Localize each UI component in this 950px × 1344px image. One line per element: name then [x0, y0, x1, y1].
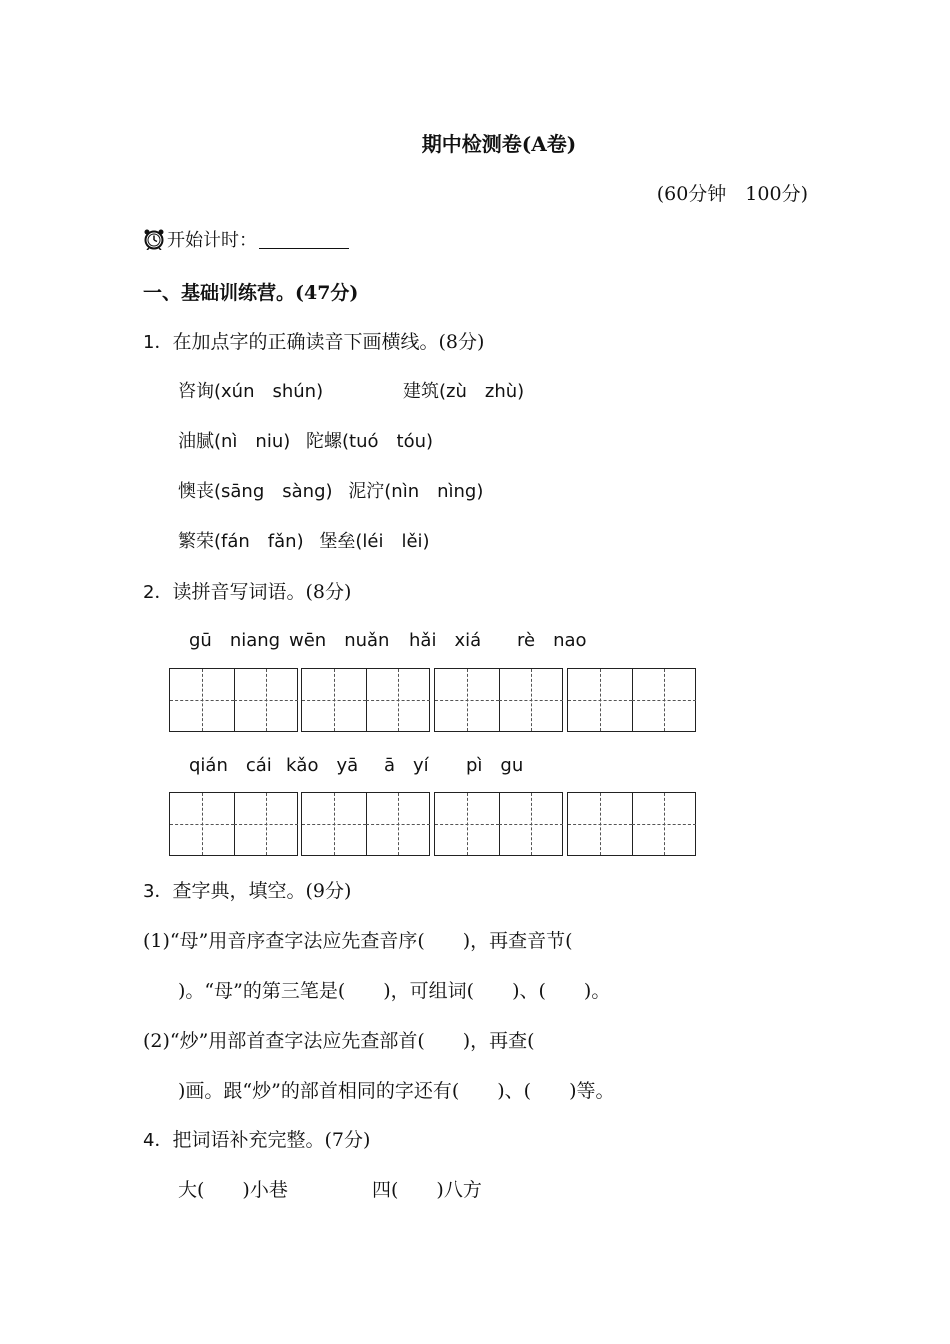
section-heading: 一、基础训练营。(47分): [143, 282, 359, 304]
q1-item: 泥泞(nìn nìng): [348, 481, 484, 502]
char-cell[interactable]: [632, 669, 696, 731]
pinyin-row-2: [0, 751, 950, 775]
pinyin-word: kǎo yā: [286, 755, 359, 776]
q1-item: 陀螺(tuó tóu): [306, 431, 434, 452]
clock-icon: [143, 228, 165, 250]
pinyin-word: qián cái: [189, 755, 272, 776]
q1-row-1-b: [403, 377, 524, 403]
char-cell[interactable]: [302, 793, 367, 855]
char-cell[interactable]: [568, 669, 633, 731]
char-cell[interactable]: [568, 793, 633, 855]
question-number: 2．: [143, 582, 173, 603]
q1-row-2: [178, 427, 433, 453]
writing-box[interactable]: [434, 668, 563, 732]
pinyin-word: pì gu: [466, 755, 524, 776]
char-cell[interactable]: [170, 793, 235, 855]
q1-item: 建筑(zù zhù): [403, 381, 525, 402]
q1-row-4: [178, 527, 430, 553]
question-text: 读拼音写词语。(8分): [172, 581, 352, 603]
q3-part-1-line-2: )。“母”的第三笔是( )，可组词( )、( )。: [178, 980, 611, 1002]
q1-row-1: [178, 377, 323, 403]
exam-meta: (60分钟 100分): [656, 183, 808, 205]
timer-row: [143, 226, 349, 252]
q3-part-1-line-1: (1)“母”用音序查字法应先查音序( )，再查音节(: [143, 930, 573, 952]
q4-item: 四( )八方: [372, 1179, 482, 1201]
q1-item: 繁荣(fán fǎn): [178, 531, 304, 552]
writing-box[interactable]: [434, 792, 563, 856]
char-cell[interactable]: [366, 793, 430, 855]
q1-row-3: [178, 477, 483, 503]
pinyin-word: rè nao: [517, 630, 587, 651]
q1-item: 堡垒(léi lěi): [319, 531, 430, 552]
q3-part-2-line-2: )画。跟“炒”的部首相同的字还有( )、( )等。: [178, 1080, 615, 1102]
writing-grid-row-2: [0, 792, 950, 858]
char-cell[interactable]: [499, 793, 563, 855]
question-1: [143, 327, 484, 354]
char-cell[interactable]: [234, 793, 298, 855]
question-2: [143, 577, 351, 604]
timer-blank[interactable]: [259, 230, 349, 249]
q3-part-2-line-1: (2)“炒”用部首查字法应先查部首( )，再查(: [143, 1030, 535, 1052]
pinyin-word: wēn nuǎn: [289, 630, 390, 651]
question-text: 查字典，填空。(9分): [172, 880, 352, 902]
pinyin-row-1: [0, 626, 950, 650]
question-number: 1．: [143, 332, 173, 353]
writing-box[interactable]: [301, 792, 430, 856]
q1-item: 懊丧(sāng sàng): [178, 481, 333, 502]
pinyin-word: gū niang: [189, 630, 281, 651]
pinyin-word: hǎi xiá: [409, 630, 482, 651]
char-cell[interactable]: [302, 669, 367, 731]
writing-grid-row-1: [0, 668, 950, 734]
writing-box[interactable]: [567, 792, 696, 856]
writing-box[interactable]: [567, 668, 696, 732]
pinyin-word: ā yí: [384, 755, 429, 776]
writing-box[interactable]: [169, 668, 298, 732]
timer-label: 开始计时：: [167, 230, 257, 251]
writing-box[interactable]: [169, 792, 298, 856]
question-number: 3．: [143, 881, 173, 902]
page-title: 期中检测卷(A卷): [421, 132, 577, 156]
char-cell[interactable]: [435, 669, 500, 731]
question-text: 在加点字的正确读音下画横线。(8分): [172, 331, 485, 353]
char-cell[interactable]: [234, 669, 298, 731]
question-3: [143, 876, 351, 903]
q1-item: 咨询(xún shún): [178, 381, 324, 402]
question-4: [143, 1125, 370, 1152]
question-number: 4．: [143, 1130, 173, 1151]
q1-item: 油腻(nì niu): [178, 431, 291, 452]
char-cell[interactable]: [366, 669, 430, 731]
q4-item: 大( )小巷: [178, 1179, 288, 1201]
question-text: 把词语补充完整。(7分): [172, 1129, 371, 1151]
char-cell[interactable]: [435, 793, 500, 855]
char-cell[interactable]: [499, 669, 563, 731]
char-cell[interactable]: [632, 793, 696, 855]
writing-box[interactable]: [301, 668, 430, 732]
char-cell[interactable]: [170, 669, 235, 731]
